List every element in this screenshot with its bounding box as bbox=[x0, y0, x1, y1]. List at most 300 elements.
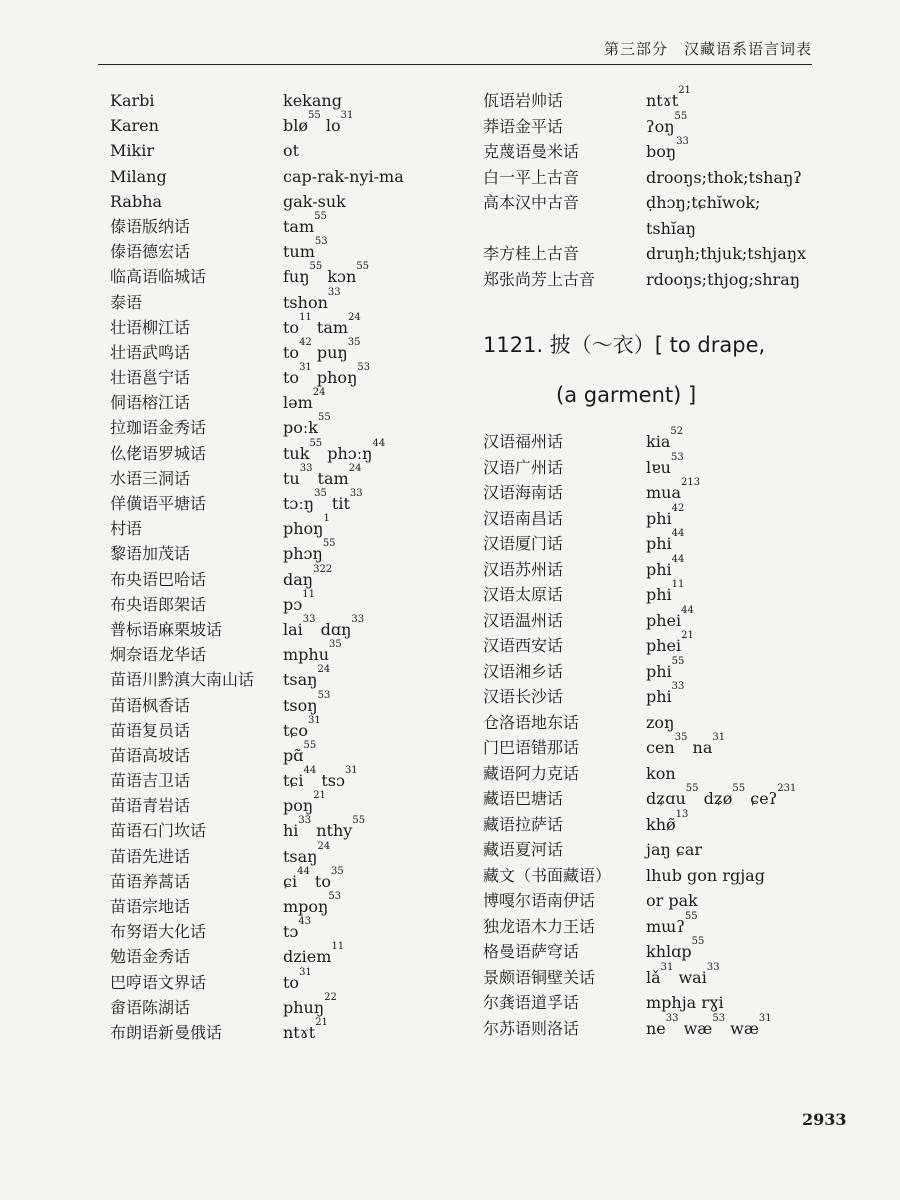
phonetic-form bbox=[646, 936, 705, 965]
tone-superscript: 24 bbox=[348, 311, 361, 323]
language-name: Milang bbox=[110, 166, 167, 186]
form-text: ʔoŋ bbox=[646, 116, 675, 136]
phonetic-form bbox=[283, 991, 337, 1020]
phonetic-form bbox=[283, 966, 312, 995]
word-entry-row bbox=[483, 604, 765, 634]
word-entry-row bbox=[483, 190, 765, 216]
tone-superscript: 53 bbox=[314, 236, 328, 248]
language-name: 泰语 bbox=[110, 292, 143, 312]
right-column bbox=[483, 85, 807, 1041]
phonetic-form bbox=[283, 286, 341, 315]
language-name: 汉语南昌话 bbox=[483, 508, 564, 528]
phonetic-form bbox=[646, 216, 696, 242]
language-name: 藏语巴塘话 bbox=[483, 789, 564, 808]
language-name: 拉珈语金秀话 bbox=[110, 418, 207, 438]
phonetic-form bbox=[646, 1012, 772, 1042]
language-name: 苗语宗地话 bbox=[110, 897, 191, 916]
word-entry-row bbox=[483, 630, 765, 659]
tone-superscript: 55 bbox=[674, 110, 688, 122]
tone-superscript: 55 bbox=[303, 739, 317, 751]
phonetic-form bbox=[646, 732, 726, 761]
tone-superscript: 33 bbox=[299, 462, 313, 474]
tone-superscript: 24 bbox=[348, 462, 362, 474]
tone-superscript: 13 bbox=[675, 808, 689, 820]
language-name: 仓洛语地东话 bbox=[483, 712, 580, 732]
form-text: lai bbox=[283, 619, 303, 639]
form-text: kɔn bbox=[322, 267, 357, 287]
word-entry-row bbox=[483, 808, 765, 838]
form-text: wæ bbox=[678, 1018, 713, 1038]
phonetic-form bbox=[646, 477, 701, 506]
phonetic-form bbox=[646, 241, 806, 267]
form-text: tshon bbox=[283, 292, 328, 312]
form-text: gak-suk bbox=[283, 191, 346, 211]
section-gap bbox=[483, 292, 765, 327]
form-text: mphu bbox=[283, 645, 330, 665]
language-name: 汉语厦门话 bbox=[483, 534, 564, 553]
tone-superscript: 53 bbox=[317, 689, 331, 701]
word-entry-row bbox=[483, 267, 801, 293]
phonetic-form bbox=[283, 941, 345, 969]
language-name: 壮语邕宁话 bbox=[110, 368, 191, 388]
phonetic-form bbox=[283, 1016, 328, 1045]
form-text: rdooŋs;thjog;shraŋ bbox=[646, 269, 801, 289]
phonetic-form bbox=[283, 563, 333, 592]
language-name: Mikir bbox=[110, 141, 154, 161]
form-text: puŋ bbox=[311, 342, 348, 362]
phonetic-form bbox=[646, 863, 765, 889]
form-text: druŋh;thjuk;tshjaŋx bbox=[646, 244, 807, 263]
tone-superscript: 44 bbox=[681, 604, 694, 616]
phonetic-form bbox=[646, 451, 684, 481]
word-entry-row bbox=[483, 990, 765, 1016]
tone-superscript: 35 bbox=[314, 488, 327, 499]
language-name: 苗语养蒿话 bbox=[110, 871, 191, 891]
word-entry-row bbox=[483, 761, 765, 787]
form-text: wai bbox=[673, 967, 707, 987]
form-text: tam bbox=[311, 317, 349, 337]
form-text: zoŋ bbox=[646, 712, 675, 732]
language-name: 水语三洞话 bbox=[110, 468, 191, 488]
tone-superscript: 31 bbox=[660, 961, 674, 973]
form-text: ne bbox=[646, 1018, 666, 1038]
form-text: tit bbox=[326, 494, 350, 513]
form-text: phi bbox=[646, 559, 672, 579]
word-entry-row bbox=[483, 136, 765, 165]
tone-superscript: 11 bbox=[299, 311, 312, 323]
language-name: 苗语复员话 bbox=[110, 720, 191, 740]
language-name: 壮语柳江话 bbox=[110, 317, 191, 337]
phonetic-form bbox=[646, 681, 685, 710]
page-number: 2933 bbox=[802, 1110, 847, 1129]
phonetic-form bbox=[646, 85, 691, 114]
tone-superscript: 24 bbox=[317, 840, 331, 852]
language-name: 克蔑语曼米话 bbox=[483, 142, 580, 161]
form-text: phei bbox=[646, 610, 682, 630]
language-name: 独龙语木力王话 bbox=[483, 916, 596, 936]
language-name: 格曼语萨穹话 bbox=[483, 942, 580, 961]
right-bottom-entry-list bbox=[483, 426, 797, 1041]
tone-superscript: 31 bbox=[758, 1012, 772, 1024]
tone-superscript: 21 bbox=[678, 85, 691, 96]
language-name: 畲语陈湖话 bbox=[110, 997, 191, 1017]
tone-superscript: 21 bbox=[313, 790, 326, 802]
form-text: cap-rak-nyi-ma bbox=[283, 166, 404, 186]
tone-superscript: 53 bbox=[328, 891, 342, 902]
phonetic-form bbox=[283, 164, 404, 189]
phonetic-form bbox=[646, 710, 674, 736]
tone-superscript: 55 bbox=[352, 815, 366, 827]
word-entry-row bbox=[483, 910, 765, 940]
language-name: 布央语郎架话 bbox=[110, 594, 207, 614]
word-entry-row bbox=[483, 732, 765, 761]
phonetic-form bbox=[646, 165, 802, 191]
entry-heading-line-1: 1121. 披（～衣）[ to drape, bbox=[483, 333, 766, 357]
tone-superscript: 55 bbox=[309, 437, 323, 449]
tone-superscript: 44 bbox=[303, 765, 317, 777]
tone-superscript: 55 bbox=[671, 655, 685, 667]
tone-superscript: 33 bbox=[706, 961, 720, 973]
form-text: tam bbox=[312, 468, 349, 488]
tone-superscript: 33 bbox=[676, 136, 689, 147]
tone-superscript: 31 bbox=[344, 765, 358, 777]
form-text: hi bbox=[283, 821, 299, 841]
word-entry-row bbox=[483, 110, 765, 140]
tone-superscript: 55 bbox=[685, 783, 699, 794]
tone-superscript: 53 bbox=[670, 451, 684, 463]
tone-superscript: 55 bbox=[314, 210, 327, 222]
language-name: 尔苏语则洛话 bbox=[483, 1018, 580, 1038]
form-text: phɔŋ bbox=[283, 544, 323, 564]
form-text: poːk bbox=[283, 418, 318, 438]
phonetic-form bbox=[646, 888, 698, 914]
tone-superscript: 31 bbox=[299, 362, 312, 374]
tone-superscript: 22 bbox=[324, 991, 337, 1003]
form-text: ntɤt bbox=[646, 91, 679, 110]
phonetic-form bbox=[646, 579, 685, 608]
tone-superscript: 44 bbox=[372, 437, 386, 449]
word-entry-row bbox=[483, 655, 765, 685]
tone-superscript: 24 bbox=[317, 664, 331, 676]
form-text: tsoŋ bbox=[283, 695, 318, 715]
form-text: khø̃ bbox=[646, 814, 676, 834]
form-text: ləm bbox=[283, 393, 313, 413]
form-text: phoŋ bbox=[283, 519, 324, 539]
tone-superscript: 53 bbox=[357, 362, 371, 374]
phonetic-form bbox=[283, 916, 312, 944]
tone-superscript: 44 bbox=[671, 553, 685, 565]
form-text: tuk bbox=[283, 443, 310, 463]
phonetic-form bbox=[283, 336, 361, 365]
phonetic-form bbox=[646, 630, 694, 659]
phonetic-form bbox=[646, 910, 698, 940]
language-name: 藏文（书面藏语） bbox=[483, 865, 612, 885]
phonetic-form bbox=[283, 138, 299, 163]
form-text: ɕeʔ bbox=[745, 789, 778, 808]
language-name: 苗语先进话 bbox=[110, 846, 191, 866]
language-name: 侗语榕江话 bbox=[110, 393, 191, 413]
language-name: 汉语广州话 bbox=[483, 457, 564, 477]
form-text: tɕo bbox=[283, 720, 309, 740]
language-name: Karen bbox=[110, 116, 159, 136]
language-name: 汉语福州话 bbox=[483, 432, 564, 451]
phonetic-form bbox=[646, 190, 760, 216]
phonetic-form bbox=[646, 808, 689, 838]
phonetic-form bbox=[646, 761, 676, 787]
form-text: mua bbox=[646, 483, 682, 502]
word-entry-row bbox=[483, 477, 765, 506]
tone-superscript: 55 bbox=[732, 783, 746, 794]
form-text: phuŋ bbox=[283, 997, 325, 1017]
word-entry-row bbox=[483, 528, 765, 557]
tone-superscript: 213 bbox=[681, 477, 701, 488]
phonetic-form bbox=[283, 613, 365, 642]
tone-superscript: 55 bbox=[684, 910, 698, 922]
form-text: mɯʔ bbox=[646, 916, 685, 936]
language-name: 李方桂上古音 bbox=[483, 244, 580, 263]
running-header-text: 第三部分 汉藏语系语言词表 bbox=[603, 40, 812, 58]
phonetic-form bbox=[646, 528, 685, 557]
form-text: lo bbox=[320, 116, 341, 136]
word-entry-row bbox=[483, 579, 765, 608]
tone-superscript: 33 bbox=[351, 613, 365, 625]
language-name: 藏语阿力克话 bbox=[483, 763, 580, 783]
tone-superscript: 33 bbox=[671, 681, 685, 692]
language-name: 汉语海南话 bbox=[483, 483, 564, 502]
language-name: 莽语金平话 bbox=[483, 116, 564, 136]
language-name: 傣语德宏话 bbox=[110, 242, 191, 262]
form-text: to bbox=[283, 317, 300, 337]
language-name: 黎语加茂话 bbox=[110, 544, 191, 564]
form-text: pɑ̃ bbox=[283, 745, 304, 765]
form-text: phɔːŋ bbox=[322, 443, 373, 463]
language-name: 汉语西安话 bbox=[483, 636, 564, 655]
language-name: 藏语夏河话 bbox=[483, 840, 564, 859]
phonetic-form bbox=[283, 412, 331, 440]
tone-superscript: 42 bbox=[671, 502, 685, 514]
language-name: 藏语拉萨话 bbox=[483, 814, 564, 834]
word-entry-row bbox=[483, 936, 765, 965]
language-name: 普标语麻栗坡话 bbox=[110, 619, 223, 639]
tone-superscript: 33 bbox=[298, 815, 312, 827]
phonetic-form bbox=[283, 538, 336, 566]
form-text: phi bbox=[646, 585, 672, 604]
language-name: Rabha bbox=[110, 191, 163, 211]
tone-superscript: 55 bbox=[691, 936, 705, 947]
form-text: na bbox=[687, 738, 713, 757]
word-entry-row bbox=[483, 553, 765, 583]
language-name: 苗语枫香话 bbox=[110, 695, 191, 715]
form-text: phei bbox=[646, 636, 682, 655]
language-name: 临高语临城话 bbox=[110, 267, 207, 287]
form-text: poŋ bbox=[283, 796, 314, 816]
form-text: ḍhɔŋ;tɕhĭwok; bbox=[646, 193, 761, 212]
form-text: boŋ bbox=[646, 142, 677, 161]
tone-superscript: 33 bbox=[665, 1012, 679, 1024]
form-text: dʑø bbox=[698, 789, 733, 808]
word-entry-row bbox=[483, 1012, 772, 1042]
form-text: tu bbox=[283, 468, 300, 488]
language-name: 布努语大化话 bbox=[110, 922, 207, 942]
language-name: 汉语苏州话 bbox=[483, 559, 564, 579]
form-text: phoŋ bbox=[311, 368, 358, 388]
tone-superscript: 11 bbox=[671, 579, 685, 590]
tone-superscript: 55 bbox=[322, 538, 336, 550]
language-name: 炯奈语龙华话 bbox=[110, 645, 207, 665]
tone-superscript: 52 bbox=[670, 426, 684, 437]
tone-superscript: 43 bbox=[298, 916, 312, 928]
tone-superscript: 55 bbox=[308, 110, 321, 122]
language-name: 汉语温州话 bbox=[483, 610, 564, 630]
tone-superscript: 31 bbox=[340, 110, 354, 122]
form-text: kon bbox=[646, 763, 676, 783]
phonetic-form bbox=[283, 891, 342, 919]
form-text: fuŋ bbox=[283, 267, 310, 287]
word-entry-row bbox=[483, 783, 797, 812]
language-name: 郑张尚芳上古音 bbox=[483, 269, 596, 289]
phonetic-form bbox=[283, 639, 342, 667]
tone-superscript: 35 bbox=[330, 865, 344, 877]
phonetic-form bbox=[646, 136, 689, 165]
language-name: 佯僙语平塘话 bbox=[110, 494, 207, 513]
form-text: jaŋ ɕar bbox=[646, 840, 703, 859]
phonetic-form bbox=[646, 267, 800, 293]
word-entry-row bbox=[483, 961, 765, 991]
language-name: 布央语巴哈话 bbox=[110, 569, 207, 589]
form-text: ɕi bbox=[283, 871, 298, 891]
tone-superscript: 24 bbox=[312, 387, 326, 399]
form-text: kia bbox=[646, 432, 671, 451]
tone-superscript: 35 bbox=[329, 639, 342, 651]
form-text: ot bbox=[283, 141, 300, 161]
language-name: 傣语版纳话 bbox=[110, 216, 191, 236]
form-text: blø bbox=[283, 116, 308, 136]
form-text: lhub gon rgjag bbox=[646, 865, 765, 885]
form-text: mpoŋ bbox=[283, 897, 329, 916]
tone-superscript: 21 bbox=[315, 1016, 328, 1028]
form-text: tɔːŋ bbox=[283, 494, 315, 513]
form-text: tshĭaŋ bbox=[646, 218, 696, 238]
language-name: 佤语岩帅话 bbox=[483, 91, 564, 110]
form-text: tsɔ bbox=[316, 771, 345, 791]
form-text: phi bbox=[646, 534, 672, 553]
word-entry-row bbox=[483, 863, 765, 889]
phonetic-form bbox=[283, 362, 371, 390]
form-text: to bbox=[283, 368, 300, 388]
tone-superscript: 11 bbox=[302, 588, 315, 600]
entry-heading-line-2: (a garment) ] bbox=[556, 383, 697, 407]
tone-superscript: 55 bbox=[356, 261, 370, 273]
language-name: 白一平上古音 bbox=[483, 167, 580, 187]
form-text: drooŋs;thok;tshaŋʔ bbox=[646, 167, 802, 187]
language-name: 巴哼语文界话 bbox=[110, 972, 207, 992]
language-name: 仫佬语罗城话 bbox=[110, 443, 207, 463]
phonetic-form bbox=[646, 990, 724, 1016]
form-text: lǎ bbox=[646, 967, 661, 987]
language-name: 尔龚语道孚话 bbox=[483, 993, 580, 1012]
word-entry-row bbox=[483, 681, 765, 710]
language-name: 村语 bbox=[110, 519, 143, 539]
tone-superscript: 231 bbox=[777, 783, 797, 794]
word-entry-row bbox=[483, 216, 765, 242]
form-text: ntɤt bbox=[283, 1022, 316, 1042]
language-name: 苗语青岩话 bbox=[110, 796, 191, 816]
tone-superscript: 55 bbox=[317, 412, 331, 424]
language-name: Karbi bbox=[110, 91, 155, 110]
form-text: dʑɑu bbox=[646, 789, 686, 808]
form-text: pɔ bbox=[283, 594, 303, 614]
form-text: kekang bbox=[283, 91, 342, 110]
tone-superscript: 53 bbox=[712, 1012, 726, 1024]
tone-superscript: 21 bbox=[681, 630, 694, 641]
running-header bbox=[98, 38, 812, 65]
phonetic-form bbox=[283, 664, 331, 692]
language-name: 门巴语错那话 bbox=[483, 738, 580, 757]
form-text: dziem bbox=[283, 947, 332, 967]
phonetic-form bbox=[283, 110, 354, 138]
form-text: phi bbox=[646, 661, 672, 681]
right-top-entry-list bbox=[483, 85, 807, 292]
phonetic-form bbox=[283, 261, 370, 289]
form-text: tam bbox=[283, 216, 315, 236]
language-name: 壮语武鸣话 bbox=[110, 342, 191, 362]
language-name: 苗语吉卫话 bbox=[110, 771, 191, 791]
tone-superscript: 35 bbox=[674, 732, 688, 743]
form-text: phi bbox=[646, 508, 672, 528]
language-name: 博嘎尔语南伊话 bbox=[483, 891, 596, 910]
tone-superscript: 33 bbox=[302, 613, 316, 625]
phonetic-form bbox=[646, 426, 684, 455]
language-name: 汉语太原话 bbox=[483, 585, 564, 604]
tone-superscript: 31 bbox=[712, 732, 726, 743]
phonetic-form bbox=[283, 689, 331, 718]
language-name: 苗语高坡话 bbox=[110, 745, 191, 765]
word-entry-row bbox=[483, 451, 765, 481]
language-name: 勉语金秀话 bbox=[110, 947, 191, 967]
form-text: tɕi bbox=[283, 771, 304, 791]
form-text: tum bbox=[283, 242, 315, 262]
tone-superscript: 44 bbox=[297, 865, 310, 877]
language-name: 景颇语铜壁关话 bbox=[483, 967, 596, 987]
word-entry-row bbox=[483, 165, 802, 191]
word-entry-row bbox=[483, 502, 765, 532]
language-name: 高本汉中古音 bbox=[483, 193, 580, 212]
form-text: tɔ bbox=[283, 922, 299, 942]
form-text: lɐu bbox=[646, 457, 671, 477]
tone-superscript: 44 bbox=[671, 528, 685, 539]
language-name: 汉语湘乡话 bbox=[483, 661, 564, 681]
form-text: to bbox=[283, 342, 300, 362]
tone-superscript: 42 bbox=[299, 336, 312, 348]
form-text: nthy bbox=[311, 821, 353, 841]
tone-superscript: 322 bbox=[313, 563, 333, 575]
tone-superscript: 55 bbox=[309, 261, 323, 273]
form-text: wæ bbox=[725, 1018, 759, 1038]
tone-superscript: 1 bbox=[323, 513, 330, 525]
word-entry-row bbox=[483, 888, 765, 914]
tone-superscript: 35 bbox=[347, 336, 361, 348]
form-text: cen bbox=[646, 738, 675, 757]
phonetic-form bbox=[646, 783, 797, 812]
form-text: daŋ bbox=[283, 569, 314, 589]
word-entry-row bbox=[483, 85, 765, 114]
form-text: or pak bbox=[646, 891, 698, 910]
tone-superscript: 11 bbox=[331, 941, 345, 953]
tone-superscript: 33 bbox=[349, 488, 363, 499]
language-name: 苗语石门坎话 bbox=[110, 821, 207, 841]
tone-superscript: 31 bbox=[299, 966, 312, 978]
word-entry-row bbox=[483, 837, 765, 863]
